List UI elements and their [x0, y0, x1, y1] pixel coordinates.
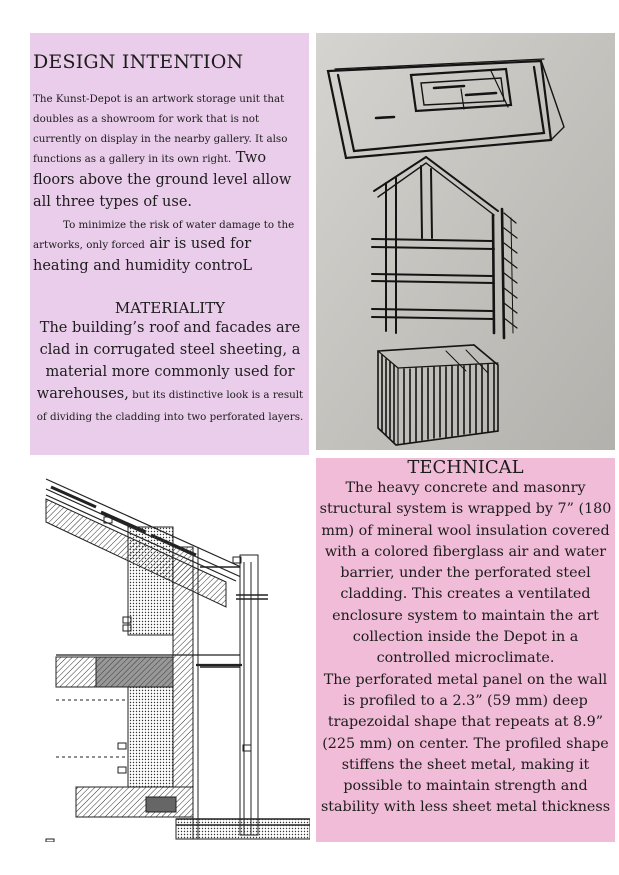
materiality-title: MATERIALITY: [114, 299, 226, 317]
design-p1-large-text: Two floors above the ground level allow all three types of use.: [33, 150, 292, 210]
design-intention-paragraph-2: [33, 213, 307, 277]
technical-panel: [316, 458, 615, 842]
wall-section-detail-drawing: [36, 467, 310, 842]
technical-paragraph-1: The heavy concrete and masonry structural system is wrapped by 7” (180 mm) of mineral wool insulation covered with a colored fiberglass air and water barrier, under the perforated steel cladding. This creates a ventilated enclosure system to maintain the art collection inside the Depot in a controlled microclimate.: [319, 480, 612, 667]
design-intention-title: DESIGN INTENTION: [33, 51, 244, 73]
sketch-drawing: [316, 33, 615, 450]
design-intention-panel: [30, 33, 309, 455]
technical-title: TECHNICAL: [407, 457, 524, 478]
materiality-small-text: but its distinctive look is a result of dividing the cladding into two perforated layers.: [36, 389, 304, 423]
section-detail-svg: [36, 467, 310, 842]
technical-paragraph-2: The perforated metal panel on the wall is profiled to a 2.3” (59 mm) deep trapezoidal shape that repeats at 8.9” (225 mm) on center. The profiled shape stiffens the sheet metal, making it possible to maintain strength and stability with less sheet metal thickness: [320, 671, 611, 816]
design-p2-small-text: To minimize the risk of water damage to the artworks, only forced: [33, 219, 295, 251]
materiality-large-text: The building’s roof and facades are clad in corrugated steel sheeting, a material more commonly used for warehouses,: [36, 320, 301, 402]
hand-sketch-image: [316, 33, 615, 450]
design-p2-large-text: air is used for heating and humidity controL: [33, 236, 253, 274]
materiality-paragraph: [33, 317, 307, 425]
design-p1-small-text: The Kunst-Depot is an artwork storage unit that doubles as a showroom for work that is not currently on display in the nearby gallery. It also functions as a gallery in its own right.: [33, 93, 288, 165]
design-intention-paragraph-1: [33, 87, 307, 213]
